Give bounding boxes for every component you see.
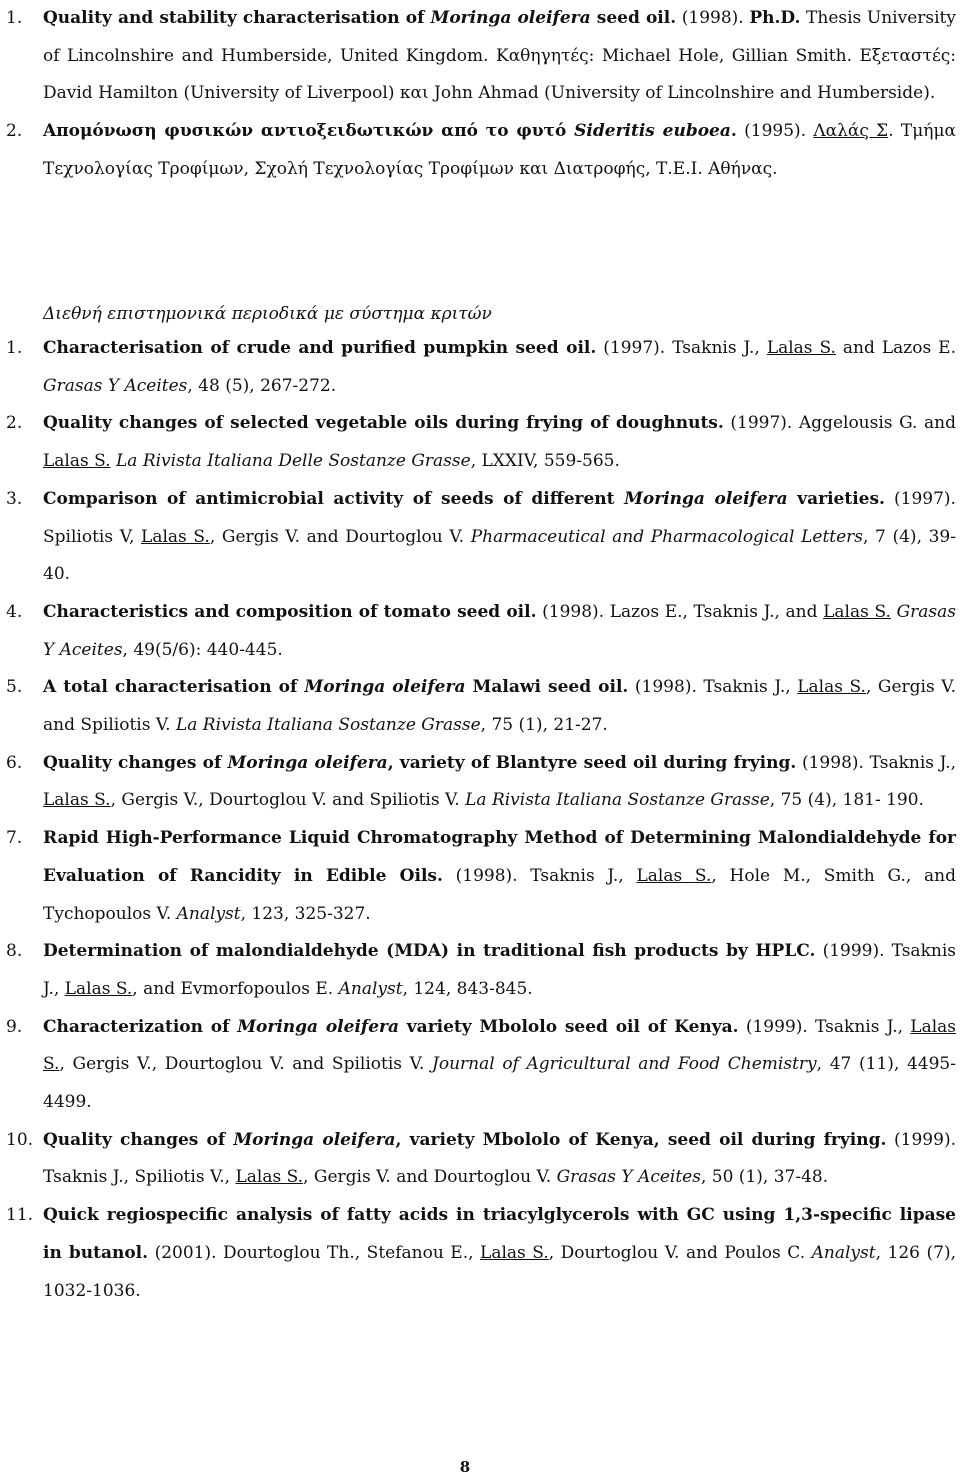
- page-number: 8: [459, 1458, 471, 1476]
- citation-text: Moringa oleifera: [624, 488, 788, 509]
- citation-text: Quality changes of selected vegetable oils during frying of doughnuts.: [43, 413, 724, 434]
- citation-text: and Lazos E.: [835, 338, 956, 358]
- citation-text: seed oil.: [590, 8, 677, 28]
- citation-text: (2001). Dourtoglou Th., Stefanou E.,: [148, 1242, 481, 1263]
- citation-text: , Gergis V. and Dourtoglou V.: [209, 526, 471, 547]
- item-number: 1.: [6, 338, 23, 358]
- item-number: 8.: [6, 941, 23, 962]
- publication-entry-3: [6, 481, 956, 594]
- author-highlight: Lalas S.: [43, 451, 111, 472]
- citation-text: , 48 (5), 267-272.: [187, 375, 337, 396]
- item-number: 4.: [6, 601, 23, 622]
- citation-text: Characterisation of crude and purified pumpkin seed oil.: [43, 338, 597, 358]
- citation-text: Moringa oleifera: [227, 752, 388, 773]
- citation-text: Moringa oleifera: [233, 1129, 396, 1150]
- citation-text: Moringa oleifera: [237, 1016, 400, 1037]
- citation-text: La Rivista Italiana Delle Sostanze Grasse: [115, 451, 471, 472]
- citation-text: Moringa oleifera: [304, 677, 466, 698]
- citation-text: (1998). Tsaknis J.,: [796, 752, 956, 773]
- citation-text: Analyst: [811, 1242, 876, 1263]
- citation-text: , Gergis V., Dourtoglou V. and Spiliotis V.: [59, 1054, 433, 1075]
- citation-text: Quality changes of: [43, 752, 228, 773]
- citation-text: , Gergis V. and Spiliotis V.: [43, 677, 956, 736]
- item-number: 2.: [6, 121, 23, 142]
- item-number: 11.: [6, 1205, 34, 1226]
- citation-text: , 75 (1), 21-27.: [480, 715, 608, 736]
- citation-text: (1997). Spiliotis V,: [43, 488, 956, 547]
- section-heading: Διεθνή επιστημονικά περιοδικά με σύστημα κριτών: [43, 304, 492, 324]
- author-highlight: Lalas S.: [43, 1016, 957, 1075]
- citation-text: (1998). Lazos E., Tsaknis J., and: [536, 601, 824, 622]
- citation-text: , 124, 843-845.: [402, 978, 533, 999]
- author-highlight: Lalas S.: [636, 865, 712, 886]
- citation-text: Thesis University of Lincolnshire and Humberside, United Kingdom. Καθηγητές: Michael Hole, Gillian Smith. Εξεταστές: David Hamilton (University of Liverpool) και John Ahmad (University of Lincolnshire and Humberside).: [43, 8, 956, 104]
- item-number: 5.: [6, 677, 23, 698]
- citation-text: , Gergis V. and Dourtoglou V.: [303, 1167, 557, 1188]
- citation-text: Characteristics and composition of tomato seed oil.: [43, 601, 537, 622]
- author-highlight: Lalas S.: [235, 1167, 304, 1188]
- item-number: 1.: [6, 8, 23, 28]
- citation-text: La Rivista Italiana Sostanze Grasse: [465, 790, 770, 811]
- citation-text: .: [730, 121, 737, 142]
- citation-text: Determination of malondialdehyde (MDA) in traditional fish products by HPLC.: [43, 941, 816, 962]
- author-highlight: Lalas S.: [797, 677, 866, 698]
- citation-text: Analyst: [338, 978, 403, 999]
- citation-text: , 47 (11), 4495-4499.: [43, 1054, 956, 1113]
- citation-text: (1999). Tsaknis J., Spiliotis V.,: [43, 1129, 956, 1188]
- citation-text: , variety Mbololo of Kenya, seed oil during frying.: [395, 1129, 887, 1150]
- citation-text: varieties.: [787, 488, 885, 509]
- citation-text: Ph.D.: [749, 8, 801, 28]
- publication-entry-11: [6, 1197, 956, 1310]
- author-highlight: Lalas S.: [141, 526, 210, 547]
- citation-text: Malawi seed oil.: [465, 677, 629, 698]
- citation-text: Quality and stability characterisation of: [43, 8, 431, 28]
- citation-text: (1995).: [736, 121, 814, 142]
- citation-text: (1998). Tsaknis J.,: [442, 865, 637, 886]
- author-highlight: Lalas S.: [43, 790, 111, 811]
- citation-text: (1999). Tsaknis J.,: [738, 1016, 911, 1037]
- item-number: 7.: [6, 828, 23, 849]
- citation-text: Pharmaceutical and Pharmacological Letters: [470, 526, 864, 547]
- thesis-list: [6, 0, 956, 189]
- item-number: 3.: [6, 488, 23, 509]
- citation-text: La Rivista Italiana Sostanze Grasse: [175, 715, 481, 736]
- citation-text: , Gergis V., Dourtoglou V. and Spiliotis V.: [110, 790, 466, 811]
- author-highlight: Λαλάς Σ: [813, 121, 889, 142]
- citation-text: , and Evmorfopoulos E.: [132, 978, 339, 999]
- citation-text: , 7 (4), 39-40.: [43, 526, 956, 585]
- citation-text: Comparison of antimicrobial activity of seeds of different: [43, 488, 625, 509]
- citation-text: Grasas Y Aceites: [43, 601, 956, 660]
- citation-text: , variety of Blantyre seed oil during frying.: [387, 752, 797, 773]
- citation-text: , 49(5/6): 440-445.: [122, 639, 283, 660]
- citation-text: . Τμήμα Τεχνολογίας Τροφίμων, Σχολή Τεχνολογίας Τροφίμων και Διατροφής, Τ.Ε.Ι. Αθήνας.: [43, 121, 956, 179]
- citation-text: (1998).: [676, 8, 750, 28]
- citation-text: Quality changes of: [43, 1129, 234, 1150]
- citation-text: , 126 (7), 1032-1036.: [43, 1242, 956, 1301]
- citation-text: (1999). Tsaknis J.,: [43, 941, 956, 999]
- citation-text: Journal of Agricultural and Food Chemistry: [432, 1054, 817, 1075]
- citation-text: Απομόνωση φυσικών αντιοξειδωτικών από το φυτό: [43, 121, 575, 142]
- citation-text: Sideritis euboea: [574, 121, 731, 142]
- citation-text: , Hole M., Smith G., and Tychopoulos V.: [43, 865, 956, 924]
- item-number: 9.: [6, 1016, 23, 1037]
- publication-entry-2: [6, 405, 956, 480]
- author-highlight: Lalas S.: [480, 1242, 549, 1263]
- author-highlight: Lalas S.: [823, 601, 891, 622]
- item-number: 6.: [6, 752, 23, 773]
- publication-entry-10: [6, 1122, 956, 1197]
- publication-entry-5: [6, 669, 956, 744]
- publication-entry-8: [6, 933, 956, 1008]
- author-highlight: Lalas S.: [766, 338, 836, 358]
- citation-text: (1997). Tsaknis J.,: [596, 338, 767, 358]
- publication-entry-7: [6, 820, 956, 933]
- citation-text: Grasas Y Aceites: [556, 1167, 701, 1188]
- citation-text: Rapid High-Performance Liquid Chromatography Method of Determining Malondialdehyde for Evaluation of Rancidity in Edible Oils.: [43, 828, 956, 886]
- citation-text: , 50 (1), 37-48.: [700, 1167, 829, 1188]
- citation-text: (1997). Aggelousis G. and: [723, 413, 957, 434]
- citation-text: Moringa oleifera: [430, 8, 591, 28]
- citation-text: , LXXIV, 559-565.: [470, 451, 620, 472]
- citation-text: , Dourtoglou V. and Poulos C.: [548, 1242, 812, 1263]
- item-number: 10.: [6, 1129, 34, 1150]
- citation-text: Quick regiospecific analysis of fatty acids in triacylglycerols with GC using 1,3-specific lipase in butanol.: [43, 1205, 956, 1263]
- citation-text: Analyst: [176, 903, 241, 924]
- publication-entry-6: [6, 745, 956, 820]
- publication-entry-1: [6, 330, 956, 405]
- citation-text: Characterization of: [43, 1016, 238, 1037]
- author-highlight: Lalas S.: [64, 978, 133, 999]
- citation-text: (1998). Tsaknis J.,: [628, 677, 798, 698]
- item-number: 2.: [6, 413, 23, 434]
- thesis-entry-1: [6, 0, 956, 113]
- publication-entry-4: [6, 594, 956, 669]
- citation-text: Grasas Y Aceites: [43, 375, 188, 396]
- citation-text: , 75 (4), 181- 190.: [769, 790, 924, 811]
- thesis-entry-2: [6, 113, 956, 188]
- journal-publications-list: [6, 330, 956, 1310]
- citation-text: , 123, 325-327.: [240, 903, 371, 924]
- publication-entry-9: [6, 1009, 956, 1122]
- citation-text: A total characterisation of: [43, 677, 305, 698]
- citation-text: variety Mbololo seed oil of Kenya.: [399, 1016, 739, 1037]
